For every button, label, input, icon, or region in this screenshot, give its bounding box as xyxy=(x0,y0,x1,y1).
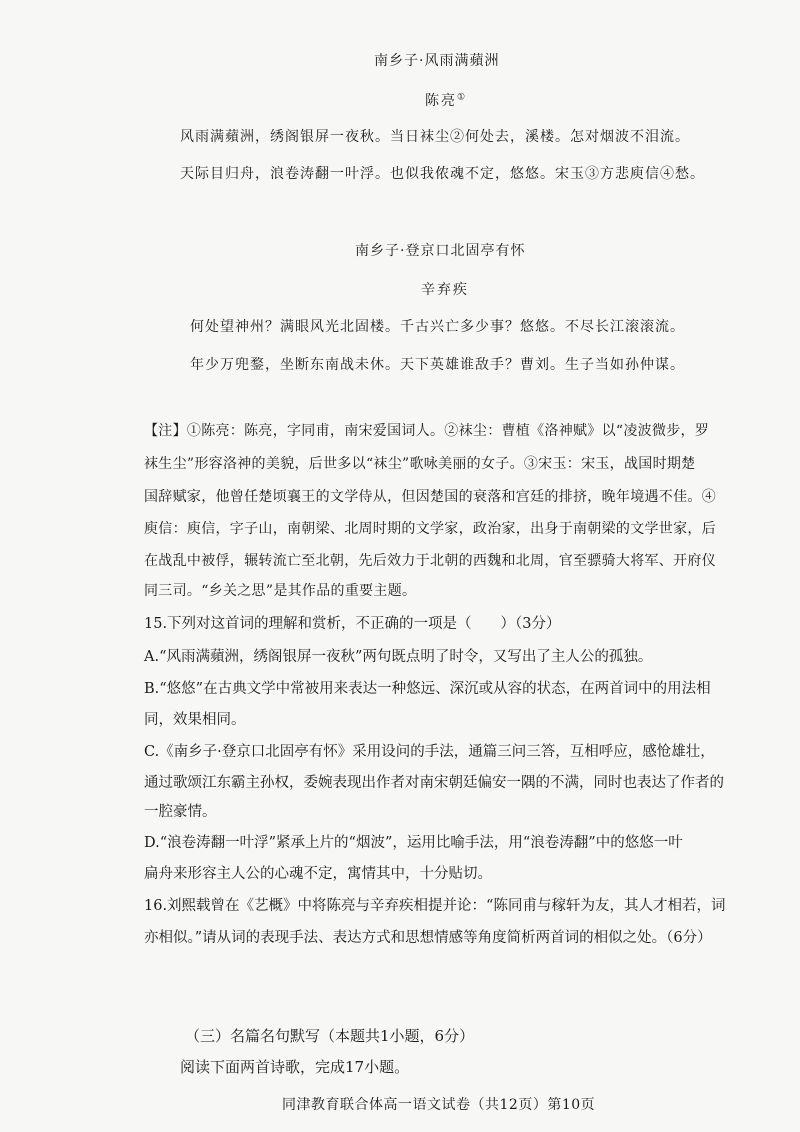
question-16-line-2: 亦相似。”请从词的表现手法、表达方式和思想情感等角度简析两首词的相似之处。（6分） xyxy=(144,930,712,946)
poem2-title: 南乡子·登京口北固亭有怀 xyxy=(355,243,526,259)
question-16-line-1: 16.刘熙载曾在《艺概》中将陈亮与辛弃疾相提并论：“陈同甫与稼轩为友，其人才相若，词 xyxy=(144,898,726,914)
section-heading: （三）名篇名句默写（本题共1小题，6分） xyxy=(185,1027,475,1045)
option-a: A.“风雨满蘋洲，绣阁银屏一夜秋”两句既点明了时令，又写出了主人公的孤独。 xyxy=(144,649,653,665)
note-line-4: 庾信：庾信，字子山，南朝梁、北周时期的文学家，政治家，出身于南朝梁的文学世家，后 xyxy=(144,521,716,537)
note-line-5: 在战乱中被俘，辗转流亡至北朝，先后效力于北朝的西魏和北周，官至骠骑大将军、开府仪 xyxy=(144,553,716,569)
poem1-title: 南乡子·风雨满蘋洲 xyxy=(374,53,500,69)
poem2-line-1: 何处望神州？满眼风光北固楼。千古兴亡多少事？悠悠。不尽长江滚滚流。 xyxy=(190,319,685,335)
note-line-6: 同三司。“乡关之思”是其作品的重要主题。 xyxy=(144,583,417,599)
option-c-line-3: 一腔豪情。 xyxy=(144,804,217,820)
poem2-line-2: 年少万兜鍪，坐断东南战未休。天下英雄谁敌手？曹刘。生子当如孙仲谋。 xyxy=(190,357,685,373)
option-d-line-1: D.“浪卷涛翻一叶浮”紧承上片的“烟波”，运用比喻手法，用“浪卷涛翻”中的悠悠一叶 xyxy=(144,835,683,851)
option-c-line-1: C.《南乡子·登京口北固亭有怀》采用设问的手法，通篇三问三答，互相呼应，感怆雄壮， xyxy=(144,744,715,760)
question-15-stem: 15.下列对这首词的理解和赏析，不正确的一项是（ ）（3分） xyxy=(144,616,561,632)
page-footer: 同津教育联合体高一语文试卷（共12页）第10页 xyxy=(282,1097,596,1113)
note-line-2: 袜生尘”形容洛神的美貌，后世多以“袜尘”歌咏美丽的女子。③宋玉：宋玉，战国时期楚 xyxy=(144,456,696,472)
note-line-1: 【注】①陈亮：陈亮，字同甫，南宋爱国词人。②袜尘：曹植《洛神赋》以“凌波微步，罗 xyxy=(144,423,710,439)
poem1-author-name: 陈亮 xyxy=(425,93,457,109)
option-d-line-2: 扁舟来形容主人公的心魂不定，寓情其中，十分贴切。 xyxy=(144,866,492,882)
section-instruction: 阅读下面两首诗歌，完成17小题。 xyxy=(180,1058,410,1076)
poem2-author: 辛弃疾 xyxy=(421,282,469,298)
poem1-author-footnote: ① xyxy=(457,92,468,103)
option-b-line-1: B.“悠悠”在古典文学中常被用来表达一种悠远、深沉或从容的状态，在两首词中的用法相 xyxy=(144,681,711,697)
option-b-line-2: 同，效果相同。 xyxy=(144,712,246,728)
poem1-author xyxy=(425,90,467,110)
option-c-line-2: 通过歌颂江东霸主孙权，委婉表现出作者对南宋朝廷偏安一隅的不满，同时也表达了作者的 xyxy=(144,775,724,791)
poem1-line-2: 天际目归舟，浪卷涛翻一叶浮。也似我侬魂不定，悠悠。宋玉③方悲庾信④愁。 xyxy=(180,166,705,182)
poem1-line-1: 风雨满蘋洲，绣阁银屏一夜秋。当日袜尘②何处去，溪楼。怎对烟波不泪流。 xyxy=(180,129,690,145)
note-line-3: 国辞赋家，他曾任楚顷襄王的文学侍从，但因楚国的衰落和宫廷的排挤，晚年境遇不佳。④ xyxy=(144,489,716,505)
